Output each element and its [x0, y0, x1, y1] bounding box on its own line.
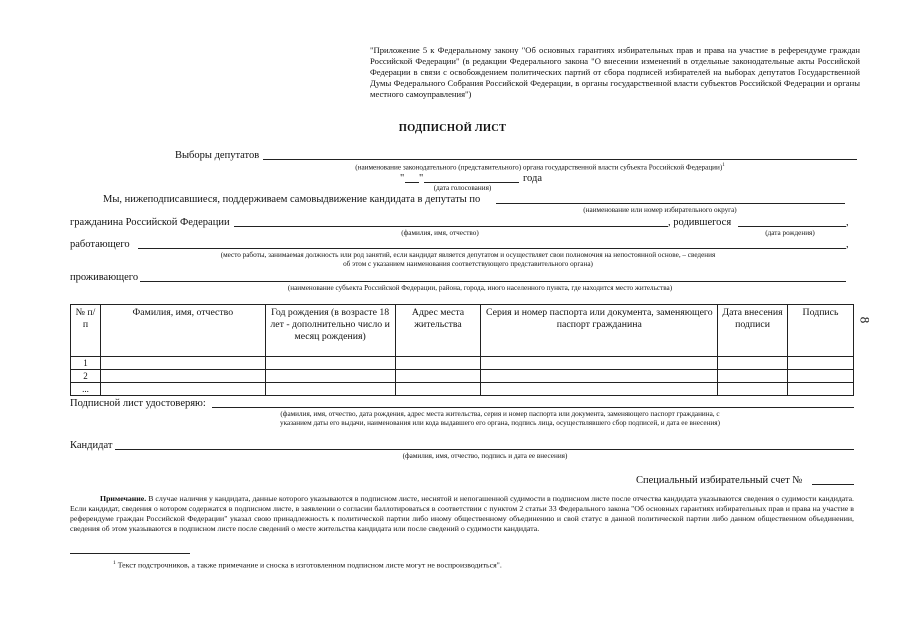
date-caption: (дата голосования): [433, 184, 492, 192]
note-label: Примечание.: [100, 494, 147, 503]
cell-signature[interactable]: [788, 383, 854, 396]
table-row: [71, 383, 854, 396]
cell-passport[interactable]: [481, 370, 718, 383]
certify-label: Подписной лист удостоверяю:: [70, 398, 206, 409]
col-header-sign-date: Дата внесения подписи: [718, 305, 788, 357]
col-header-address: Адрес места жительства: [395, 305, 481, 357]
footnote: $^1$ Текст подстрочников, а также примечание и сноска в изготовленном подписном листе могут не воспроизводиться".: [113, 560, 502, 570]
citizen-label: гражданина Российской Федерации: [70, 217, 230, 228]
page-title: ПОДПИСНОЙ ЛИСТ: [398, 123, 507, 134]
account-number-field[interactable]: [812, 484, 854, 485]
row-number: 2: [71, 370, 101, 383]
date-day-field[interactable]: [405, 182, 419, 183]
certify-caption: (фамилия, имя, отчество, дата рождения, адрес места жительства, серия и номер паспорта или документа, заменяющего паспорт гражданина, с указанием даты его выдачи, наименования или кода выдавшего его органа, подпись лица, осуществлявшего сбор подписей, и дата ее внесения): [280, 410, 720, 427]
support-text: Мы, нижеподписавшиеся, поддерживаем самовыдвижение кандидата в депутаты по: [103, 194, 481, 205]
candidate-label: Кандидат: [70, 440, 113, 451]
cell-signature[interactable]: [788, 357, 854, 370]
note-paragraph: [70, 494, 854, 534]
dob-caption: (дата рождения): [765, 229, 815, 237]
work-comma: ,: [846, 239, 849, 250]
cell-passport[interactable]: [481, 383, 718, 396]
date-quote-open: ": [400, 173, 405, 184]
footnote-divider: [70, 553, 190, 554]
cell-name[interactable]: [100, 383, 265, 396]
residence-label: проживающего: [70, 272, 139, 283]
date-quote-close: ": [419, 173, 424, 184]
dob-field[interactable]: [738, 226, 846, 227]
row-number: ...: [71, 383, 101, 396]
district-caption: (наименование или номер избирательного округа): [583, 206, 737, 214]
cell-address[interactable]: [395, 370, 481, 383]
born-label: , родившегося: [668, 217, 732, 228]
cell-address[interactable]: [395, 383, 481, 396]
election-caption: (наименование законодательного (представительного) органа государственной власти субъекта Российской Федерации)$^1$: [355, 163, 725, 172]
col-header-signature: Подпись: [788, 305, 854, 357]
year-label: года: [523, 173, 542, 184]
election-field[interactable]: [263, 159, 857, 160]
signature-table: [70, 304, 854, 396]
name-caption: (фамилия, имя, отчество): [401, 229, 479, 237]
col-header-name: Фамилия, имя, отчество: [100, 305, 265, 357]
cell-address[interactable]: [395, 357, 481, 370]
appendix-header: "Приложение 5 к Федеральному закону "Об основных гарантиях избирательных прав и права на участие в референдуме граждан Российской Федерации" (в редакции Федерального закона "О внесении изменений в отдельные законодательные акты Российской Федерации в связи с освобождением политических партий от сбора подписей избирателей на выборах депутатов Государственной Думы Федерального Собрания Российской Федерации, в органы государственной власти субъектов Российской Федерации и органы местного самоуправления"): [370, 45, 860, 99]
cell-passport[interactable]: [481, 357, 718, 370]
account-label: Специальный избирательный счет №: [636, 475, 803, 486]
work-caption: (место работы, занимаемая должность или род занятий, если кандидат является депутатом и осуществляет свои полномочия на непостоянной основе, – сведения об этом с указанием наименования соответствующего представительного органа): [220, 251, 716, 268]
residence-field[interactable]: [140, 281, 846, 282]
candidate-caption: (фамилия, имя, отчество, подпись и дата ее внесения): [402, 452, 568, 460]
work-field[interactable]: [138, 248, 846, 249]
district-field[interactable]: [496, 203, 845, 204]
cell-name[interactable]: [100, 357, 265, 370]
election-label: Выборы депутатов: [175, 150, 260, 161]
cell-birth-year[interactable]: [265, 383, 395, 396]
cell-signature[interactable]: [788, 370, 854, 383]
residence-caption: (наименование субъекта Российской Федерации, района, города, иного населенного пункта, где находится место жительства): [287, 284, 673, 292]
citizen-comma: ,: [846, 217, 849, 228]
col-header-number: № п/п: [71, 305, 101, 357]
col-header-birth-year: Год рождения (в возрасте 18 лет - дополнительно число и месяц рождения): [265, 305, 395, 357]
note-text: В случае наличия у кандидата, данные которого указываются в подписном листе, неснятой и непогашенной судимости в подписном листе после отчества кандидата указываются сведения о судимости кандидата. Если кандидат, сведения о котором содержатся в подписном листе, в заявлении о согласии баллотироваться в соответствии с пунктом 2 статьи 33 Федерального закона "Об основных гарантиях избирательных прав и права на участие в референдуме граждан Российской Федерации" указал свою принадлежность к политической партии либо иному общественному объединению и свой статус в данной политической партии либо данном общественном объединении, сведения об этом указываются в подписном листе после сведений о месте жительства кандидата или после сведений о судимости кандидата.: [70, 494, 855, 533]
work-label: работающего: [70, 239, 130, 250]
candidate-name-field[interactable]: [234, 226, 668, 227]
candidate-field[interactable]: [115, 449, 854, 450]
row-number: 1: [71, 357, 101, 370]
cell-sign-date[interactable]: [718, 357, 788, 370]
date-month-field[interactable]: [424, 182, 519, 183]
page-number-mark: 8: [857, 316, 873, 324]
certify-field[interactable]: [212, 407, 854, 408]
table-row: [71, 370, 854, 383]
cell-sign-date[interactable]: [718, 370, 788, 383]
cell-birth-year[interactable]: [265, 357, 395, 370]
cell-name[interactable]: [100, 370, 265, 383]
col-header-passport: Серия и номер паспорта или документа, заменяющего паспорт гражданина: [481, 305, 718, 357]
table-row: [71, 357, 854, 370]
cell-sign-date[interactable]: [718, 383, 788, 396]
cell-birth-year[interactable]: [265, 370, 395, 383]
table-header-row: [71, 305, 854, 357]
